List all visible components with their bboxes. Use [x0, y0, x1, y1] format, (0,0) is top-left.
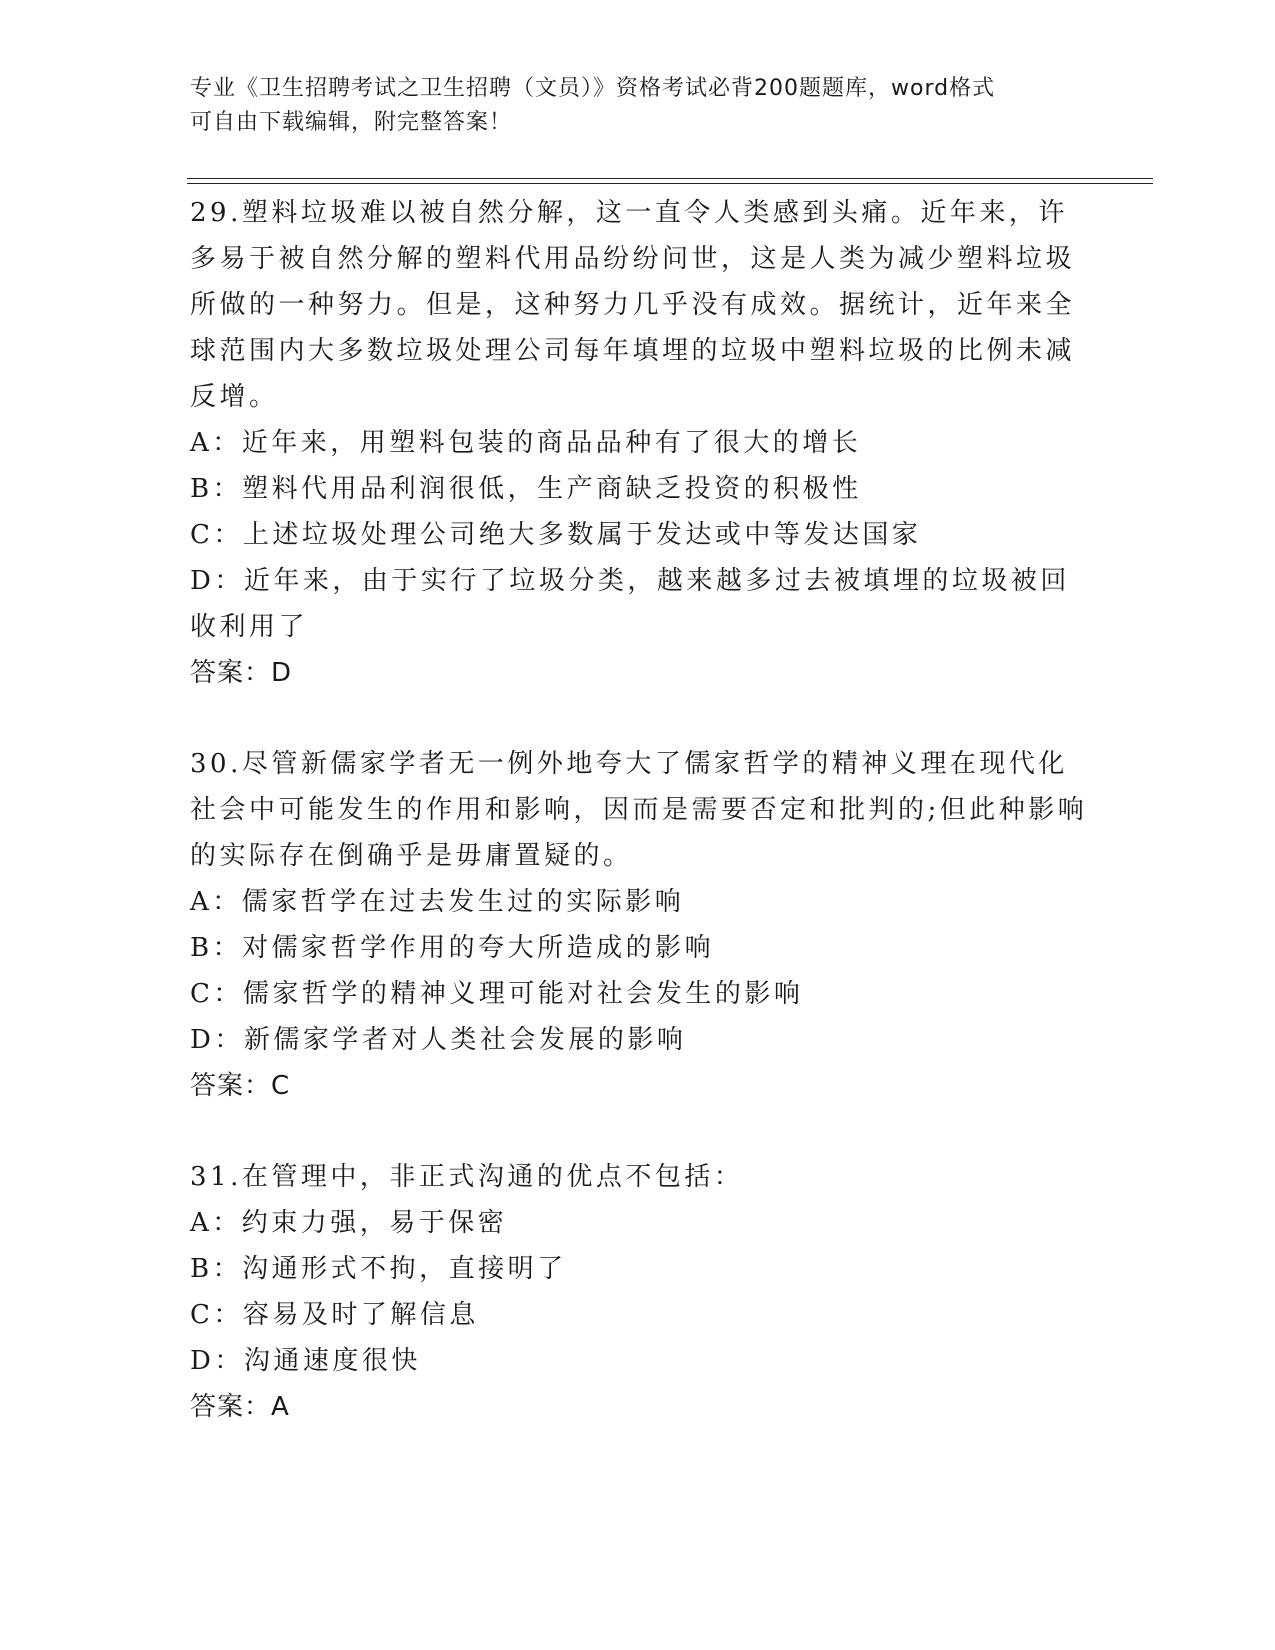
question-stem: 29.塑料垃圾难以被自然分解，这一直令人类感到头痛。近年来，许多易于被自然分解的塑料代用品纷纷问世，这是人类为减少塑料垃圾所做的一种努力。但是，这种努力几乎没有成效。据统计，近年来全球范围内大多数垃圾处理公司每年填埋的垃圾中塑料垃圾的比例未减反增。	[190, 198, 1076, 412]
option-c: C：儒家哲学的精神义理可能对社会发生的影响	[190, 979, 804, 1009]
header-title-line-1: 专业《卫生招聘考试之卫生招聘（文员）》资格考试必背200题题库，word格式	[190, 76, 996, 101]
answer-key: 答案：C	[190, 1071, 291, 1101]
option-b: B：沟通形式不拘，直接明了	[190, 1254, 567, 1284]
header-divider-top	[187, 178, 1153, 179]
question-list	[190, 190, 1090, 1475]
document-header	[190, 72, 1090, 140]
question-29	[190, 190, 1090, 696]
option-a: A：近年来，用塑料包装的商品品种有了很大的增长	[190, 428, 862, 458]
answer-key: 答案：A	[190, 1392, 290, 1422]
question-30	[190, 741, 1090, 1109]
question-31	[190, 1154, 1090, 1430]
option-d: D：近年来，由于实行了垃圾分类，越来越多过去被填埋的垃圾被回收利用了	[190, 566, 1070, 642]
answer-key: 答案：D	[190, 658, 293, 688]
option-b: B：塑料代用品利润很低，生产商缺乏投资的积极性	[190, 474, 862, 504]
question-stem: 31.在管理中，非正式沟通的优点不包括：	[190, 1162, 744, 1192]
option-a: A：约束力强，易于保密	[190, 1208, 508, 1238]
option-b: B：对儒家哲学作用的夸大所造成的影响	[190, 933, 715, 963]
header-title-line-2: 可自由下载编辑，附完整答案！	[190, 110, 513, 135]
option-a: A：儒家哲学在过去发生过的实际影响	[190, 887, 685, 917]
option-d: D：沟通速度很快	[190, 1346, 421, 1376]
header-divider-bottom	[187, 183, 1153, 184]
question-stem: 30.尽管新儒家学者无一例外地夸大了儒家哲学的精神义理在现代化社会中可能发生的作用和影响，因而是需要否定和批判的;但此种影响的实际存在倒确乎是毋庸置疑的。	[190, 749, 1088, 871]
option-c: C：容易及时了解信息	[190, 1300, 479, 1330]
option-d: D：新儒家学者对人类社会发展的影响	[190, 1025, 687, 1055]
option-c: C：上述垃圾处理公司绝大多数属于发达或中等发达国家	[190, 520, 922, 550]
